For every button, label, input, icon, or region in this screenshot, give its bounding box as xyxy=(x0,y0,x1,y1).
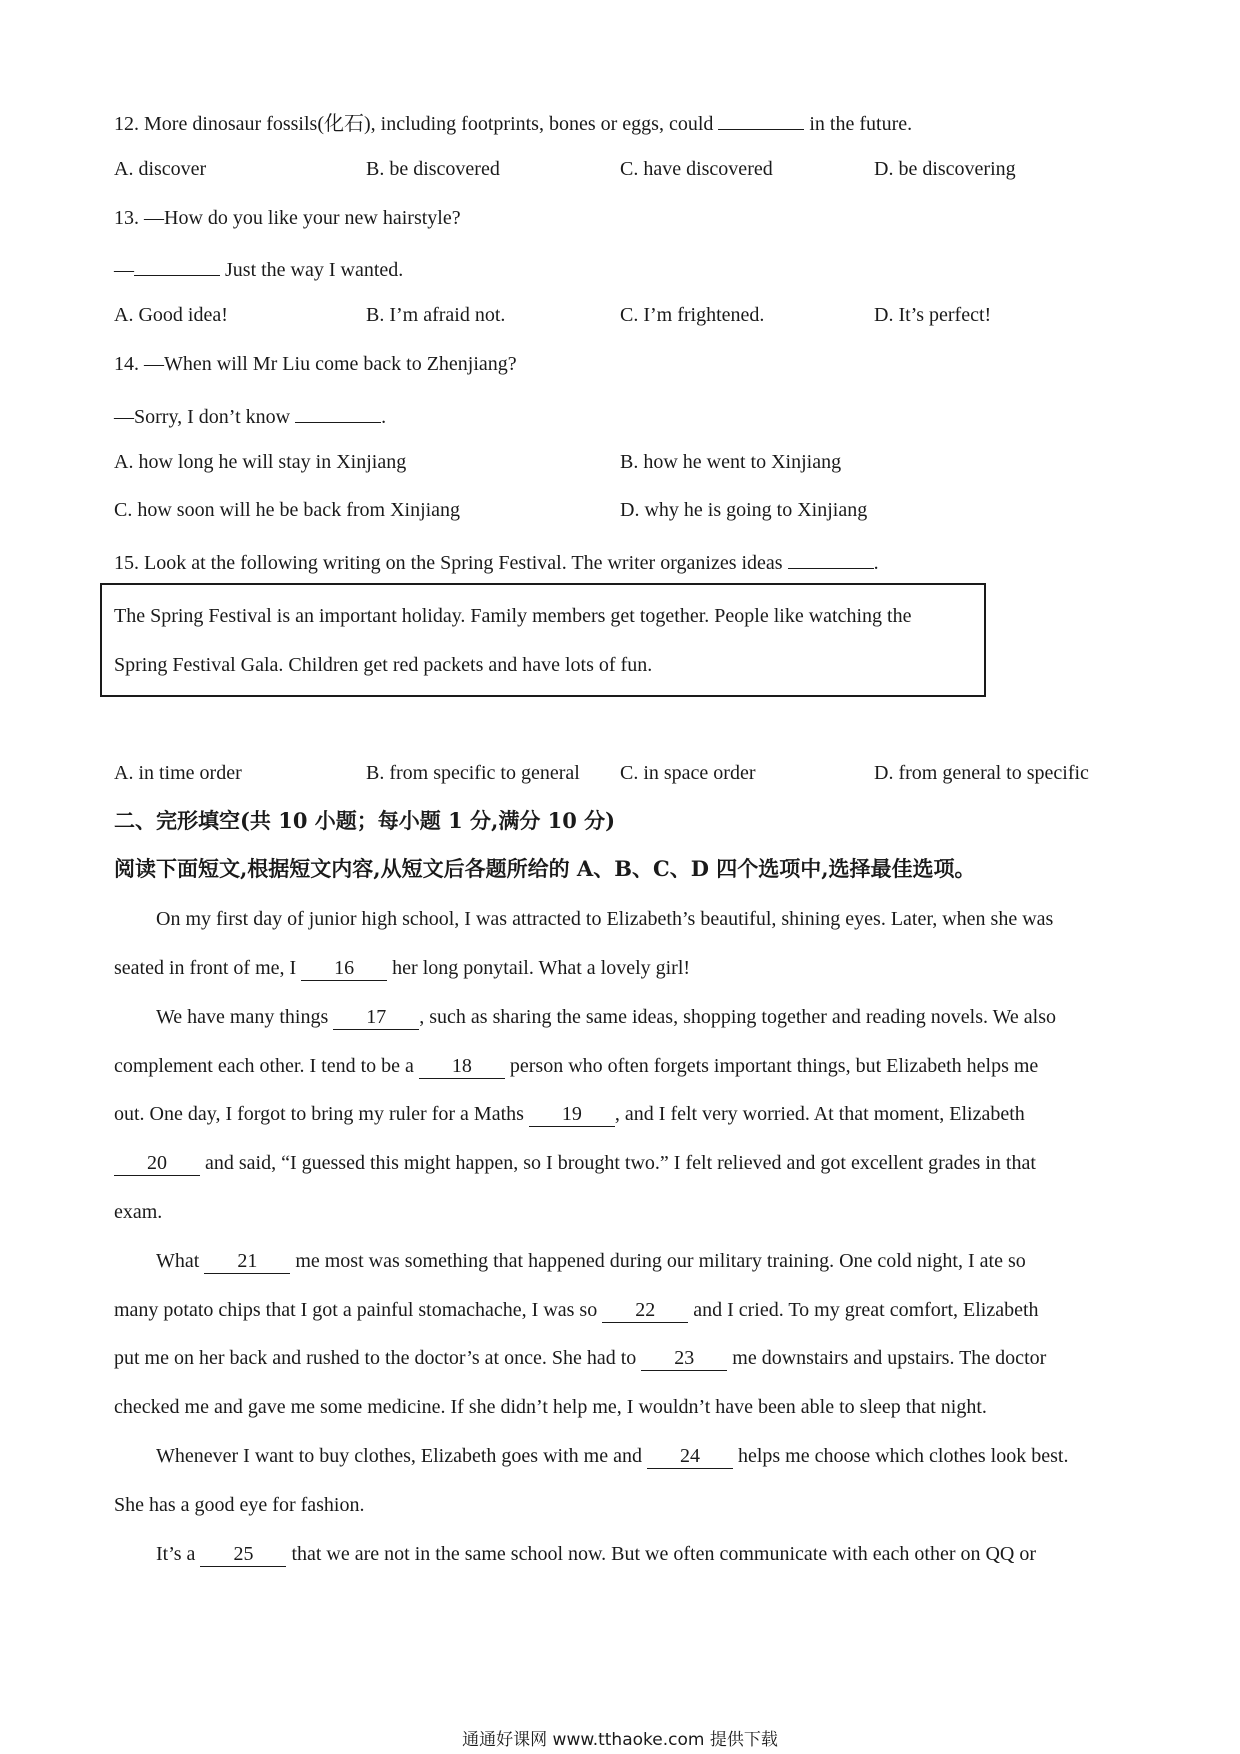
passage-line-2 xyxy=(114,955,690,981)
passage-text: person who often forgets important things, but Elizabeth helps me xyxy=(509,1055,1039,1077)
passage-line-14 xyxy=(156,1541,1036,1567)
passage-text: helps me choose which clothes look best. xyxy=(737,1445,1069,1467)
passage-text: that we are not in the same school now. But we often communicate with each other on QQ or xyxy=(291,1543,1037,1565)
passage-line-4 xyxy=(114,1053,1038,1079)
q12-option-c: C. have discovered xyxy=(620,158,773,180)
blank-25: 25 xyxy=(200,1544,286,1567)
passage-line-9 xyxy=(114,1297,1039,1323)
q14-option-b: B. how he went to Xinjiang xyxy=(620,451,842,473)
q15-stem-end: . xyxy=(873,552,879,574)
q14-reply-end: . xyxy=(381,406,387,428)
blank-16: 16 xyxy=(301,958,387,981)
passage-text: her long ponytail. What a lovely girl! xyxy=(392,957,691,979)
q15-stem-text: 15. Look at the following writing on the Spring Festival. The writer organizes ideas xyxy=(114,552,783,574)
q12-blank xyxy=(718,107,804,130)
q13-option-c: C. I’m frightened. xyxy=(620,304,765,326)
blank-23: 23 xyxy=(641,1348,727,1371)
section-heading: 二、完形填空(共 10 小题；每小题 1 分,满分 10 分) xyxy=(114,808,616,833)
q15-option-d: D. from general to specific xyxy=(874,762,1089,784)
passage-line-13: She has a good eye for fashion. xyxy=(114,1494,365,1516)
passage-line-5 xyxy=(114,1101,1025,1127)
passage-text: , and I felt very worried. At that moment, Elizabeth xyxy=(614,1103,1025,1125)
q13-stem: 13. —How do you like your new hairstyle? xyxy=(114,207,461,229)
q13-reply xyxy=(114,253,403,283)
q14-option-a: A. how long he will stay in Xinjiang xyxy=(114,451,407,473)
q15-writing-box xyxy=(100,583,986,697)
q13-option-d: D. It’s perfect! xyxy=(874,304,992,326)
q12-option-a: A. discover xyxy=(114,158,207,180)
passage-text: me most was something that happened during our military training. One cold night, I ate so xyxy=(295,1250,1026,1272)
blank-21: 21 xyxy=(204,1251,290,1274)
passage-text: and I cried. To my great comfort, Elizabeth xyxy=(693,1299,1039,1321)
passage-text: , such as sharing the same ideas, shopping together and reading novels. We also xyxy=(419,1006,1057,1028)
q14-option-d: D. why he is going to Xinjiang xyxy=(620,499,868,521)
passage-text: seated in front of me, I xyxy=(114,957,297,979)
q15-box-line-1: The Spring Festival is an important holiday. Family members get together. People like watching the xyxy=(114,605,912,627)
q15-box-line-2: Spring Festival Gala. Children get red packets and have lots of fun. xyxy=(114,654,653,676)
passage-line-6 xyxy=(114,1150,1036,1176)
q13-reply-text: Just the way I wanted. xyxy=(225,259,404,281)
blank-19: 19 xyxy=(529,1104,615,1127)
passage-text: It’s a xyxy=(156,1543,196,1565)
passage-text: many potato chips that I got a painful stomachache, I was so xyxy=(114,1299,598,1321)
passage-text: complement each other. I tend to be a xyxy=(114,1055,414,1077)
q15-option-b: B. from specific to general xyxy=(366,762,580,784)
q12-stem-end: in the future. xyxy=(809,113,913,135)
q14-stem: 14. —When will Mr Liu come back to Zhenjiang? xyxy=(114,353,517,375)
blank-22: 22 xyxy=(602,1300,688,1323)
passage-line-8 xyxy=(156,1248,1026,1274)
section-instruction: 阅读下面短文,根据短文内容,从短文后各题所给的 A、B、C、D 四个选项中,选择最佳选项。 xyxy=(114,856,976,881)
passage-text: put me on her back and rushed to the doctor’s at once. She had to xyxy=(114,1347,637,1369)
passage-text: Whenever I want to buy clothes, Elizabeth goes with me and xyxy=(156,1445,642,1467)
passage-line-10 xyxy=(114,1345,1046,1371)
q15-blank xyxy=(788,546,874,569)
q14-option-c: C. how soon will he be back from Xinjiang xyxy=(114,499,461,521)
q15-stem xyxy=(114,546,879,576)
page-footer: 通通好课网 www.tthaoke.com 提供下载 xyxy=(462,1730,778,1750)
passage-text: out. One day, I forgot to bring my ruler for a Maths xyxy=(114,1103,524,1125)
q13-option-a: A. Good idea! xyxy=(114,304,228,326)
blank-18: 18 xyxy=(419,1056,505,1079)
q13-option-b: B. I’m afraid not. xyxy=(366,304,506,326)
passage-text: me downstairs and upstairs. The doctor xyxy=(732,1347,1047,1369)
blank-17: 17 xyxy=(333,1007,419,1030)
q14-reply-text: —Sorry, I don’t know xyxy=(114,406,291,428)
passage-text: and said, “I guessed this might happen, so I brought two.” I felt relieved and got excellent grades in that xyxy=(205,1152,1036,1174)
q15-option-c: C. in space order xyxy=(620,762,756,784)
blank-20: 20 xyxy=(114,1153,200,1176)
q12-stem-text: 12. More dinosaur fossils(化石), including footprints, bones or eggs, could xyxy=(114,113,714,135)
q12-option-d: D. be discovering xyxy=(874,158,1016,180)
q13-reply-dash: — xyxy=(114,259,134,281)
passage-line-12 xyxy=(156,1443,1068,1469)
q14-reply xyxy=(114,400,386,430)
passage-line-3 xyxy=(156,1004,1056,1030)
blank-24: 24 xyxy=(647,1446,733,1469)
q12-option-b: B. be discovered xyxy=(366,158,500,180)
q13-blank xyxy=(134,253,220,276)
q14-blank xyxy=(295,400,381,423)
passage-line-11: checked me and gave me some medicine. If she didn’t help me, I wouldn’t have been able to sleep that night. xyxy=(114,1396,987,1418)
q15-option-a: A. in time order xyxy=(114,762,242,784)
passage-text: We have many things xyxy=(156,1006,329,1028)
passage-text: What xyxy=(156,1250,200,1272)
passage-line-1: On my first day of junior high school, I was attracted to Elizabeth’s beautiful, shining eyes. Later, when she was xyxy=(156,908,1054,930)
passage-line-7: exam. xyxy=(114,1201,163,1223)
q12-stem xyxy=(114,107,912,137)
